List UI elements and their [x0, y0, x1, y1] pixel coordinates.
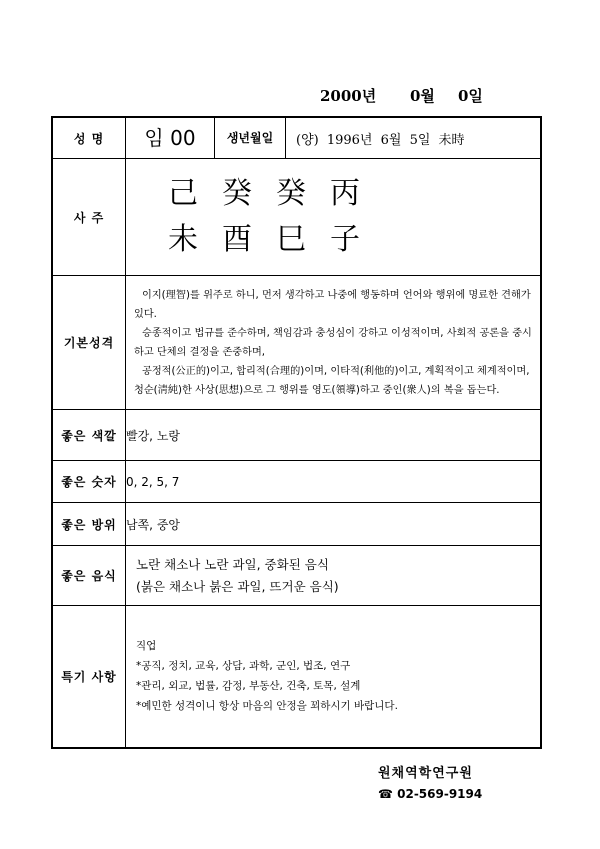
- basic-paragraph: 이지(理智)를 위주로 하니, 먼저 생각하고 나중에 행동하며 언어와 행위에 명료한 견해가 있다.: [134, 289, 531, 320]
- food-label: 좋은 음식: [52, 546, 126, 606]
- basic-personality-row: [52, 276, 541, 410]
- name-label: 성 명: [52, 117, 126, 159]
- number-label: 좋은 숫자: [52, 461, 126, 503]
- basic-paragraph: 공정적(公正的)이고, 합리적(合理的)이며, 이타적(利他的)이고, 계획적이고 체계적이며, 청순(淸純)한 사상(思想)으로 그 행위를 영도(領導)하고 중인(衆人)의 복을 돕는다.: [134, 365, 530, 396]
- number-value: 0, 2, 5, 7: [126, 461, 542, 503]
- saju-heavenly-stems: 己癸癸丙: [168, 176, 384, 211]
- color-value: 빨강, 노랑: [126, 410, 542, 461]
- special-row: [52, 606, 541, 748]
- basic-paragraph: 승종적이고 법규를 준수하며, 책임감과 충성심이 강하고 이성적이며, 사회적 공론을 중시하고 단체의 결정을 존중하며,: [134, 327, 532, 358]
- saju-form: [51, 116, 542, 749]
- basic-label: 기본성격: [52, 276, 126, 410]
- basic-personality-text: [126, 282, 540, 404]
- food-row: [52, 546, 541, 606]
- food-line: (붉은 채소나 붉은 과일, 뜨거운 음식): [136, 578, 339, 594]
- color-label: 좋은 색깔: [52, 410, 126, 461]
- date-year: 2000년: [320, 87, 377, 105]
- direction-row: [52, 503, 541, 546]
- date-month: 0월: [410, 87, 435, 105]
- birth-value: (양) 1996년 6월 5일 未時: [296, 132, 465, 148]
- special-note: *예민한 성격이니 항상 마음의 안정을 꾀하시기 바랍니다.: [136, 700, 398, 713]
- saju-earthly-branches: 未酉巳子: [168, 222, 384, 257]
- footer-organization: 원채역학연구원: [378, 766, 473, 781]
- special-label: 특기 사항: [52, 606, 126, 748]
- special-title: 직업: [136, 640, 157, 653]
- name-value: 임 00: [126, 118, 215, 158]
- direction-label: 좋은 방위: [52, 503, 126, 546]
- special-line: *관리, 외교, 법률, 감정, 부동산, 건축, 토목, 설계: [136, 680, 361, 693]
- footer-telephone: ☎ 02-569-9194: [378, 787, 483, 801]
- food-line: 노란 채소나 노란 과일, 중화된 음식: [136, 556, 329, 572]
- name-row: [52, 117, 541, 159]
- document-date: [320, 85, 483, 106]
- saju-label: 사 주: [52, 159, 126, 276]
- number-row: [52, 461, 541, 503]
- special-line: *공직, 정치, 교육, 상담, 과학, 군인, 법조, 연구: [136, 660, 351, 673]
- direction-value: 남쪽, 중앙: [126, 503, 542, 546]
- birth-label: 생년월일: [215, 118, 286, 158]
- date-day: 0일: [458, 87, 483, 105]
- color-row: [52, 410, 541, 461]
- saju-row: [52, 159, 541, 276]
